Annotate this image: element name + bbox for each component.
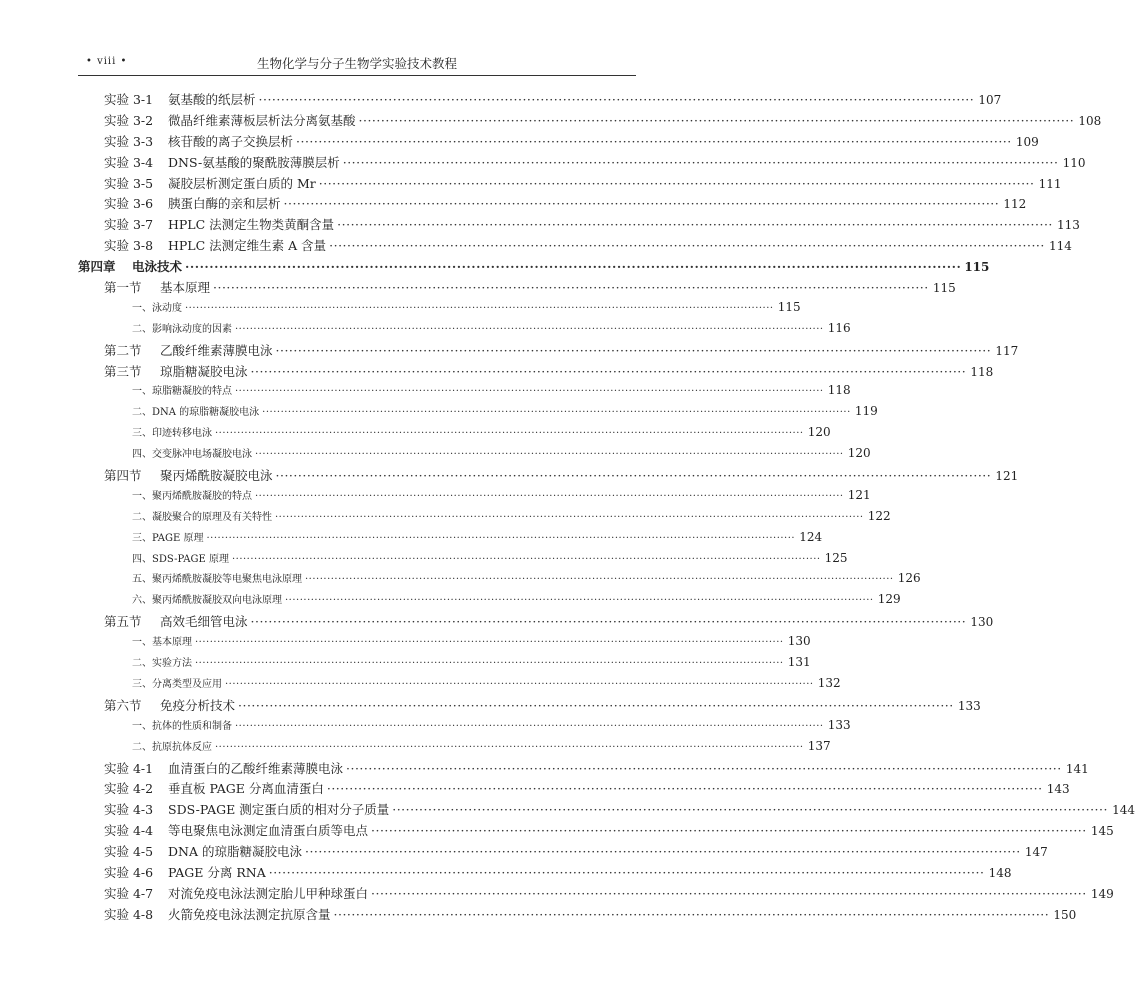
toc-page-number: 120 — [847, 446, 871, 461]
book-title: 生物化学与分子生物学实验技术教程 — [256, 56, 457, 71]
toc-entry-title: 电泳技术 — [132, 259, 183, 275]
toc-entry-number: 实验 3-8 — [104, 238, 154, 254]
toc-entry[interactable] — [78, 884, 1114, 905]
toc-entry-title: 六、聚丙烯酰胺凝胶双向电泳原理 — [132, 595, 282, 607]
toc-entry[interactable] — [78, 320, 851, 341]
toc-entry[interactable] — [78, 508, 891, 529]
toc-entry-title: 一、聚丙烯酰胺凝胶的特点 — [132, 490, 252, 502]
toc-page-number: 130 — [970, 615, 994, 630]
toc-entry-number: 实验 3-1 — [104, 92, 154, 107]
dot-leader: ································································································································································ — [342, 154, 1059, 170]
toc-entry[interactable] — [78, 738, 831, 759]
toc-entry[interactable] — [78, 529, 823, 550]
table-of-contents — [78, 90, 1135, 926]
toc-entry-label — [104, 341, 273, 359]
toc-entry-number: 第五节 — [104, 614, 142, 630]
toc-entry-label — [104, 884, 368, 902]
dot-leader: ································································································································································ — [275, 342, 992, 358]
toc-page-number: 113 — [1057, 218, 1080, 233]
dot-leader: ································································································································································ — [333, 906, 1050, 922]
toc-page-number: 118 — [970, 364, 994, 379]
toc-entry-label — [132, 529, 204, 544]
toc-page-number: 114 — [1048, 239, 1072, 254]
toc-page-number: 122 — [867, 508, 891, 523]
toc-page-number: 149 — [1090, 886, 1114, 901]
toc-entry-label — [132, 591, 282, 606]
toc-entry[interactable] — [78, 570, 921, 591]
dot-leader: ································································································································································ — [304, 844, 1021, 860]
toc-entry-title: 微晶纤维素薄板层析法分离氨基酸 — [168, 112, 356, 128]
toc-page-number: 124 — [799, 529, 823, 544]
toc-entry[interactable] — [78, 591, 901, 612]
toc-page-number: 110 — [1062, 155, 1086, 170]
toc-entry-number: 实验 3-7 — [104, 217, 154, 233]
toc-page-number: 115 — [964, 260, 990, 275]
toc-page-number: 137 — [807, 738, 831, 753]
toc-page-number: 120 — [807, 425, 831, 440]
toc-entry-title: DNS-氨基酸的聚酰胺薄膜层析 — [168, 154, 340, 170]
toc-entry-label — [132, 382, 232, 397]
toc-entry[interactable] — [78, 466, 1019, 487]
toc-entry[interactable] — [78, 821, 1114, 842]
toc-entry-title: HPLC 法测定生物类黄酮含量 — [168, 217, 335, 233]
dot-leader: ································································································································································ — [215, 741, 804, 753]
toc-page-number: 117 — [995, 343, 1019, 358]
toc-entry-label — [132, 320, 232, 335]
toc-entry-title: 乙酸纤维素薄膜电泳 — [160, 342, 273, 358]
dot-leader: ································································································································································ — [231, 553, 821, 565]
toc-entry-title: 三、印迹转移电泳 — [132, 428, 212, 440]
toc-entry-label — [104, 905, 331, 923]
toc-entry-title: 四、SDS-PAGE 原理 — [132, 553, 229, 565]
toc-entry[interactable] — [78, 424, 831, 445]
toc-entry-number: 实验 3-4 — [104, 154, 154, 170]
dot-leader: ································································································································································ — [206, 532, 796, 544]
toc-entry-title: 琼脂糖凝胶电泳 — [160, 363, 248, 379]
toc-entry-title: 一、琼脂糖凝胶的特点 — [132, 386, 232, 398]
toc-entry-number: 实验 3-5 — [104, 175, 154, 191]
toc-entry[interactable] — [78, 299, 801, 320]
toc-entry[interactable] — [78, 675, 841, 696]
toc-page-number: 115 — [932, 281, 956, 296]
toc-entry[interactable] — [78, 654, 811, 675]
toc-entry-title: 四、交变脉冲电场凝胶电泳 — [132, 449, 252, 461]
dot-leader: ································································································································································ — [235, 720, 824, 732]
toc-page-number: 141 — [1065, 761, 1089, 776]
toc-entry[interactable] — [78, 842, 1048, 863]
toc-entry-title: 二、实验方法 — [132, 658, 192, 670]
dot-leader: ································································································································································ — [296, 133, 1012, 149]
toc-entry-label — [104, 863, 266, 881]
toc-page-number: 109 — [1015, 134, 1039, 149]
toc-entry-title: SDS-PAGE 测定蛋白质的相对分子质量 — [168, 802, 390, 818]
toc-entry-label — [104, 111, 356, 129]
dot-leader: ································································································································································ — [213, 280, 929, 296]
toc-entry-label — [104, 132, 293, 150]
toc-entry[interactable] — [78, 633, 811, 654]
toc-page-number: 129 — [877, 592, 901, 607]
dot-leader: ································································································································································ — [371, 823, 1087, 839]
toc-page-number: 144 — [1112, 803, 1135, 818]
toc-entry-number: 实验 3-3 — [104, 133, 154, 149]
toc-entry[interactable] — [78, 257, 990, 278]
toc-entry-number: 第一节 — [104, 280, 142, 296]
toc-entry-title: 三、PAGE 原理 — [132, 532, 204, 544]
dot-leader: ································································································································································ — [268, 864, 985, 880]
toc-entry[interactable] — [78, 215, 1080, 236]
toc-entry-title: 一、抗体的性质和制备 — [132, 720, 232, 732]
dot-leader: ································································································································································ — [329, 238, 1045, 254]
toc-page-number: 112 — [1003, 197, 1027, 212]
toc-entry-title: 垂直板 PAGE 分离血清蛋白 — [168, 781, 324, 797]
toc-entry-title: 血清蛋白的乙酸纤维素薄膜电泳 — [168, 760, 344, 776]
toc-entry-number: 实验 4-8 — [104, 906, 154, 922]
toc-entry-label — [132, 299, 182, 314]
toc-entry-label — [132, 445, 252, 460]
toc-entry-title: 胰蛋白酶的亲和层析 — [168, 196, 281, 212]
toc-page-number: 132 — [817, 675, 841, 690]
toc-entry-title: 二、影响泳动度的因素 — [132, 323, 232, 335]
toc-page-number: 121 — [995, 469, 1019, 484]
toc-entry[interactable] — [78, 111, 1102, 132]
toc-entry-title: 聚丙烯酰胺凝胶电泳 — [160, 468, 273, 484]
dot-leader: ································································································································································ — [275, 511, 864, 523]
dot-leader: ································································································································································ — [238, 697, 954, 713]
toc-page-number: 108 — [1078, 113, 1102, 128]
page-number-label: • viii • — [86, 56, 128, 67]
toc-page-number: 143 — [1046, 782, 1070, 797]
toc-entry[interactable] — [78, 278, 956, 299]
toc-entry-number: 实验 4-1 — [104, 760, 154, 776]
toc-page-number: 130 — [787, 634, 811, 649]
toc-entry-title: 免疫分析技术 — [160, 697, 236, 713]
dot-leader: ································································································································································ — [185, 259, 962, 275]
toc-page-number: 133 — [827, 717, 851, 732]
toc-entry[interactable] — [78, 863, 1012, 884]
toc-entry-label — [78, 257, 182, 275]
dot-leader: ································································································································································ — [225, 678, 814, 690]
toc-entry-number: 实验 4-4 — [104, 823, 154, 839]
dot-leader: ································································································································································ — [371, 885, 1087, 901]
toc-entry[interactable] — [78, 90, 1002, 111]
dot-leader: ································································································································································ — [185, 302, 774, 314]
toc-entry-title: 氨基酸的纸层析 — [168, 92, 256, 107]
toc-entry-label — [104, 612, 248, 630]
toc-page-number: 145 — [1090, 824, 1114, 839]
toc-entry-number: 实验 4-5 — [104, 844, 154, 860]
toc-entry-title: 三、分离类型及应用 — [132, 678, 222, 690]
toc-page-number: 131 — [787, 655, 811, 670]
toc-entry-title: 基本原理 — [160, 280, 211, 296]
toc-entry-number: 实验 4-3 — [104, 802, 154, 818]
toc-page-number: 115 — [777, 299, 801, 314]
toc-entry-number: 实验 4-6 — [104, 864, 154, 880]
toc-entry-title: 一、泳动度 — [132, 302, 182, 314]
toc-entry-title: 核苷酸的离子交换层析 — [168, 133, 294, 149]
toc-entry-number: 第四节 — [104, 468, 142, 484]
toc-entry[interactable] — [78, 153, 1086, 174]
dot-leader: ································································································································································ — [235, 386, 824, 398]
toc-entry-label — [132, 487, 252, 502]
toc-entry-title: 火箭免疫电泳法测定抗原含量 — [168, 906, 331, 922]
toc-entry[interactable] — [78, 800, 1135, 821]
dot-leader: ································································································································································ — [305, 574, 894, 586]
toc-entry-title: 凝胶层析测定蛋白质的 Mr — [168, 175, 316, 191]
toc-entry[interactable] — [78, 759, 1089, 780]
toc-entry-title: 对流免疫电泳法测定胎儿甲种球蛋白 — [168, 885, 369, 901]
toc-entry-title: HPLC 法测定维生素 A 含量 — [168, 238, 327, 254]
toc-entry[interactable] — [78, 382, 851, 403]
toc-entry-title: 高效毛细管电泳 — [160, 614, 248, 630]
toc-entry[interactable] — [78, 403, 878, 424]
dot-leader: ································································································································································ — [346, 760, 1062, 776]
toc-entry-title: 二、DNA 的琼脂糖凝胶电泳 — [132, 407, 260, 419]
toc-entry-label — [104, 696, 235, 714]
toc-entry-label — [104, 194, 281, 212]
toc-entry[interactable] — [78, 132, 1039, 153]
dot-leader: ································································································································································ — [258, 92, 975, 107]
toc-entry-label — [132, 570, 302, 585]
toc-entry-title: 二、凝胶聚合的原理及有关特性 — [132, 511, 272, 523]
dot-leader: ································································································································································ — [235, 323, 824, 335]
toc-entry[interactable] — [78, 445, 871, 466]
toc-page-number: 119 — [854, 404, 878, 419]
toc-entry-title: PAGE 分离 RNA — [168, 864, 266, 880]
toc-entry[interactable] — [78, 194, 1027, 215]
dot-leader: ································································································································································ — [195, 658, 784, 670]
dot-leader: ································································································································································ — [275, 468, 992, 484]
toc-page-number: 148 — [988, 865, 1012, 880]
toc-entry-label — [104, 90, 256, 108]
toc-entry-label — [132, 633, 192, 648]
toc-entry-label — [132, 424, 212, 439]
toc-entry-number: 实验 3-6 — [104, 196, 154, 212]
toc-entry-title: 一、基本原理 — [132, 637, 192, 649]
toc-entry[interactable] — [78, 341, 1019, 362]
toc-entry-number: 第四章 — [78, 259, 116, 275]
toc-entry-label — [132, 550, 229, 565]
toc-entry-label — [104, 278, 210, 296]
toc-entry-title: 等电聚焦电泳测定血清蛋白质等电点 — [168, 823, 369, 839]
dot-leader: ································································································································································ — [255, 490, 844, 502]
toc-entry[interactable] — [78, 236, 1072, 257]
running-header — [78, 52, 636, 74]
toc-entry-label — [104, 466, 273, 484]
toc-entry[interactable] — [78, 905, 1077, 926]
toc-page-number: 116 — [827, 320, 851, 335]
toc-page-number: 107 — [978, 93, 1002, 107]
toc-entry-number: 第三节 — [104, 363, 142, 379]
toc-entry-label — [132, 403, 259, 418]
toc-entry-label — [104, 174, 316, 192]
toc-entry[interactable] — [78, 487, 871, 508]
dot-leader: ································································································································································ — [392, 802, 1108, 818]
toc-page-number: 118 — [827, 383, 851, 398]
toc-page-number: 133 — [957, 698, 981, 713]
toc-entry[interactable] — [78, 362, 994, 383]
toc-entry-title: DNA 的琼脂糖凝胶电泳 — [168, 844, 302, 860]
toc-entry-label — [104, 779, 324, 797]
toc-entry-title: 二、抗原抗体反应 — [132, 741, 212, 753]
toc-page-number: 111 — [1038, 176, 1062, 191]
dot-leader: ································································································································································ — [326, 781, 1043, 797]
dot-leader: ································································································································································ — [262, 407, 851, 419]
toc-entry-number: 第二节 — [104, 342, 142, 358]
toc-entry-number: 第六节 — [104, 697, 142, 713]
toc-page-number: 147 — [1024, 845, 1048, 860]
toc-entry-number: 实验 4-2 — [104, 781, 154, 797]
toc-entry-title: 五、聚丙烯酰胺凝胶等电聚焦电泳原理 — [132, 574, 302, 586]
dot-leader: ································································································································································ — [337, 217, 1053, 233]
toc-entry[interactable] — [78, 696, 981, 717]
toc-entry-label — [104, 842, 302, 860]
dot-leader: ································································································································································ — [318, 175, 1035, 191]
toc-entry[interactable] — [78, 550, 848, 571]
toc-page-number: 121 — [847, 487, 871, 502]
toc-entry-label — [132, 654, 192, 669]
toc-page-number: 126 — [897, 571, 921, 586]
toc-entry[interactable] — [78, 174, 1062, 195]
toc-entry-label — [132, 675, 222, 690]
dot-leader: ································································································································································ — [358, 112, 1075, 128]
dot-leader: ································································································································································ — [250, 614, 967, 630]
toc-entry[interactable] — [78, 717, 851, 738]
toc-entry-number: 实验 3-2 — [104, 112, 154, 128]
toc-entry-label — [104, 215, 334, 233]
dot-leader: ································································································································································ — [255, 449, 844, 461]
dot-leader: ································································································································································ — [215, 428, 804, 440]
dot-leader: ································································································································································ — [283, 196, 1000, 212]
dot-leader: ································································································································································ — [250, 363, 967, 379]
toc-entry-label — [104, 362, 248, 380]
dot-leader: ································································································································································ — [195, 637, 784, 649]
toc-entry-label — [104, 800, 389, 818]
toc-entry-number: 实验 4-7 — [104, 885, 154, 901]
toc-entry[interactable] — [78, 612, 994, 633]
toc-entry-label — [104, 759, 343, 777]
toc-entry-label — [132, 738, 212, 753]
header-rule — [78, 75, 636, 76]
toc-entry-label — [104, 153, 340, 171]
toc-entry-label — [104, 821, 368, 839]
toc-entry-label — [104, 236, 326, 254]
toc-entry-label — [132, 717, 232, 732]
toc-page-number: 150 — [1053, 907, 1077, 922]
toc-entry-label — [132, 508, 272, 523]
toc-entry[interactable] — [78, 779, 1070, 800]
dot-leader: ································································································································································ — [285, 595, 874, 607]
toc-page-number: 125 — [824, 550, 848, 565]
